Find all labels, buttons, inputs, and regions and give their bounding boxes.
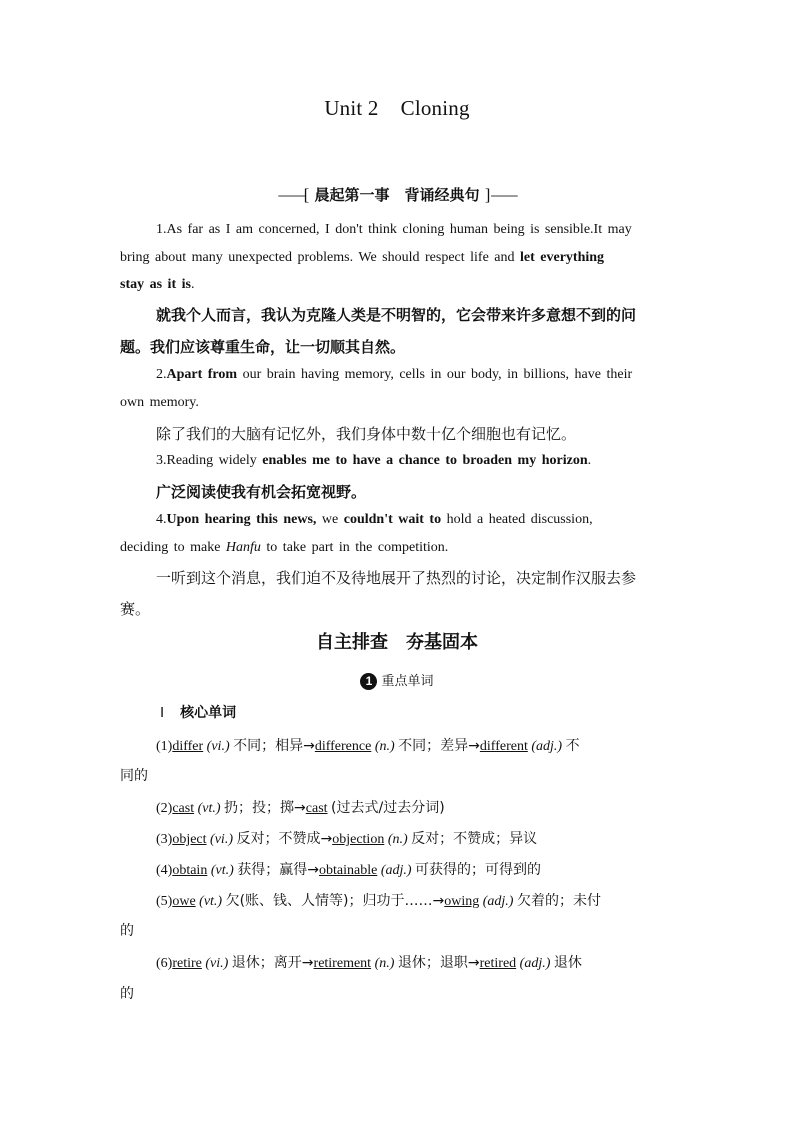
sentence-1-en-line-3: stay as it is. bbox=[120, 277, 195, 292]
page-title bbox=[0, 96, 794, 121]
sentence-4-en-line-1: 4.Upon hearing this news, we couldn't wait to hold a heated discussion, bbox=[156, 512, 593, 527]
sentence-3-zh: 广泛阅读使我有机会拓宽视野。 bbox=[156, 483, 367, 501]
sentence-2-zh: 除了我们的大脑有记忆外，我们身体中数十亿个细胞也有记忆。 bbox=[156, 425, 577, 443]
vocab-item-4: (4)obtain (vt.) 获得；赢得→obtainable (adj.) 可获得的；可得到的 bbox=[156, 862, 542, 878]
vocab-item-1-cont: 同的 bbox=[120, 768, 148, 784]
core-words-heading: Ⅰ 核心单词 bbox=[160, 705, 237, 721]
key-words-heading: 1 重点单词 bbox=[0, 670, 794, 690]
sentence-4-en-line-2: deciding to make Hanfu to take part in the competition. bbox=[120, 540, 449, 555]
sentence-2-en-line-1: 2.Apart from our brain having memory, cells in our body, in billions, have their bbox=[156, 367, 633, 382]
number-badge: 1 bbox=[360, 673, 377, 690]
vocab-item-6: (6)retire (vi.) 退休；离开→retirement (n.) 退休；退职→retired (adj.) 退休 bbox=[156, 955, 582, 971]
vocab-item-5-cont: 的 bbox=[120, 923, 134, 939]
vocab-item-1: (1)differ (vi.) 不同；相异→difference (n.) 不同；差异→different (adj.) 不 bbox=[156, 738, 580, 754]
sentence-4-zh-line-2: 赛。 bbox=[120, 600, 151, 618]
sentence-1-zh-line-1: 就我个人而言，我认为克隆人类是不明智的，它会带来许多意想不到的问 bbox=[156, 306, 637, 324]
vocab-item-2: (2)cast (vt.) 扔；投；掷→cast (过去式/过去分词) bbox=[156, 800, 445, 816]
sentence-1-zh-line-2: 题。我们应该尊重生命，让一切顺其自然。 bbox=[120, 338, 406, 356]
sentence-1-en-line-1: 1.As far as I am concerned, I don't think cloning human being is sensible.It may bbox=[156, 222, 632, 237]
self-check-heading: 自主排查 夯基固本 bbox=[316, 632, 478, 653]
sentence-3-en: 3.Reading widely enables me to have a chance to broaden my horizon. bbox=[156, 453, 592, 468]
unit-label: Unit 2 bbox=[324, 96, 379, 120]
vocab-item-3: (3)object (vi.) 反对；不赞成→objection (n.) 反对；不赞成；异议 bbox=[156, 831, 538, 847]
sentence-1-en-line-2: bring about many unexpected problems. We should respect life and let everything bbox=[120, 250, 605, 265]
morning-label: 晨起第一事 背诵经典句 bbox=[314, 186, 480, 204]
vocab-item-6-cont: 的 bbox=[120, 986, 134, 1002]
vocab-item-5: (5)owe (vt.) 欠(账、钱、人情等)；归功于……→owing (adj.) 欠着的；未付 bbox=[156, 893, 601, 909]
sentence-2-en-line-2: own memory. bbox=[120, 395, 199, 410]
sentence-4-zh-line-1: 一听到这个消息，我们迫不及待地展开了热烈的讨论，决定制作汉服去参 bbox=[156, 569, 637, 587]
morning-section-heading: ——[ 晨起第一事 背诵经典句 ]—— bbox=[277, 185, 517, 204]
unit-topic: Cloning bbox=[400, 96, 470, 120]
